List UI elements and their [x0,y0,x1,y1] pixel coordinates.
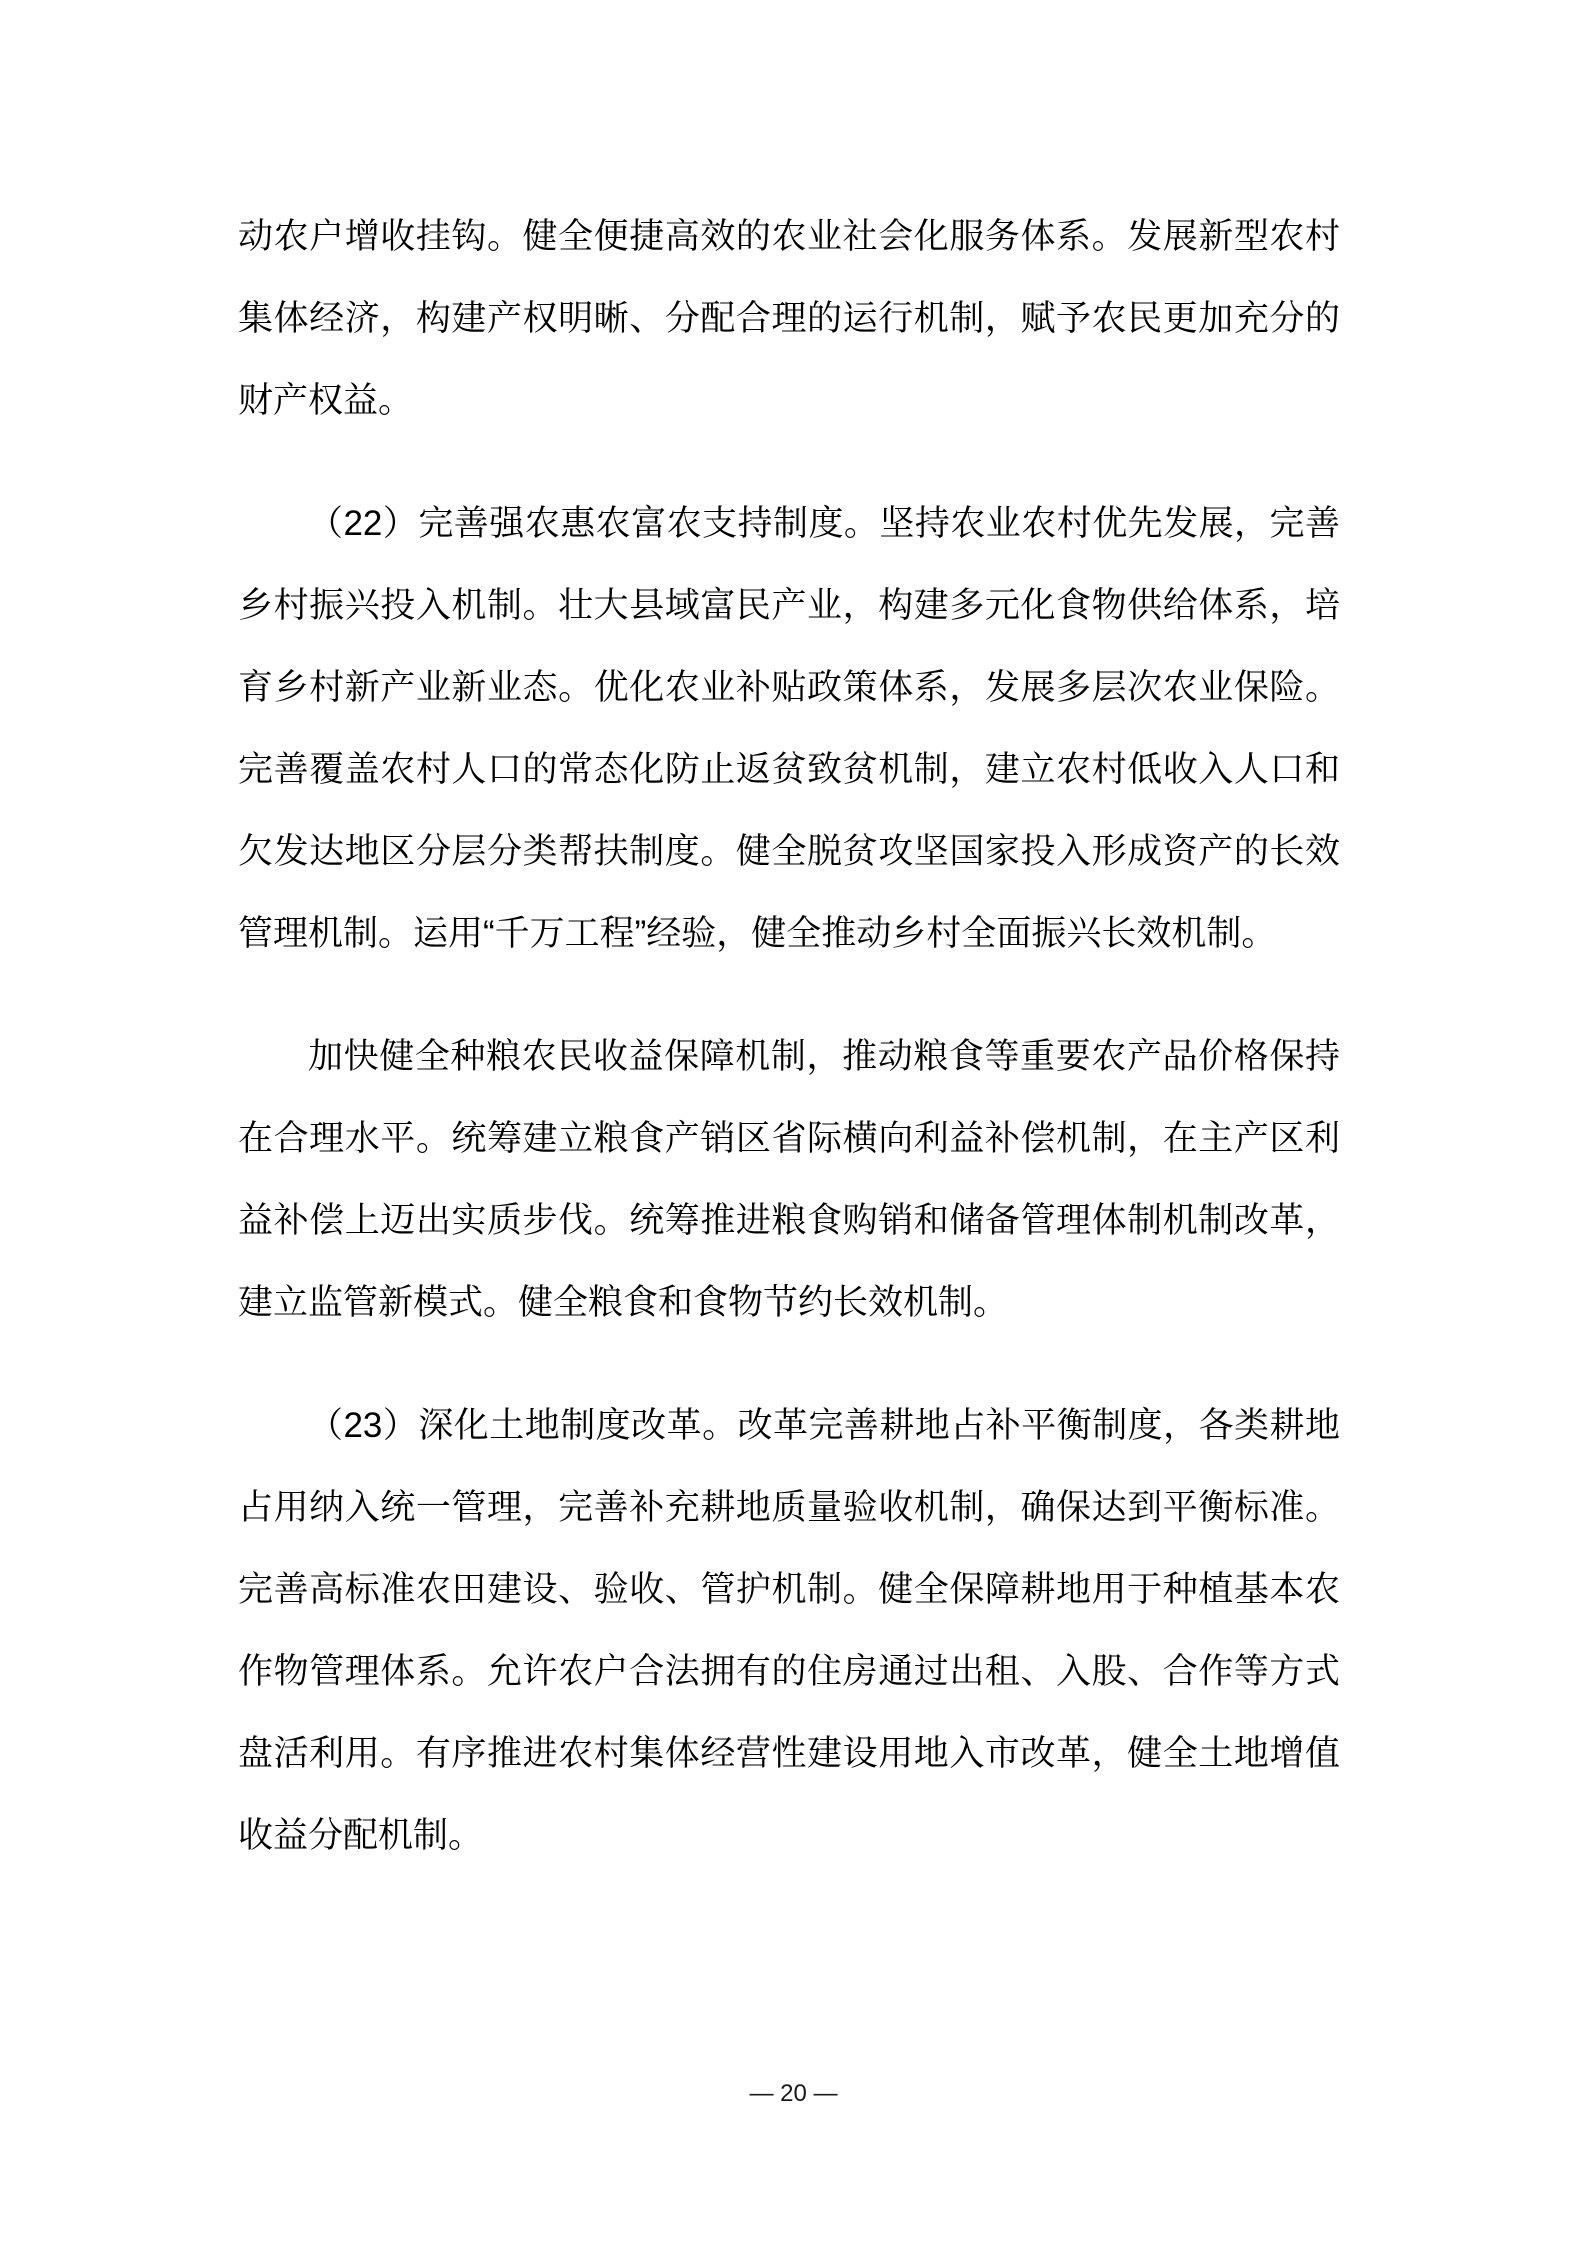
document-body [238,196,1340,1877]
text-line: 完善覆盖农村人口的常态化防止返贫致贫机制，建立农村低收入人口和 [238,750,1340,789]
page-number: — 20 — [749,2080,838,2107]
text-line: 收益分配机制。 [238,1816,484,1855]
text-line: （22）完善强农惠农富农支持制度。坚持农业农村优先发展，完善 [308,504,1340,543]
text-line: （23）深化土地制度改革。改革完善耕地占补平衡制度，各类耕地 [308,1406,1340,1445]
text-line: 管理机制。运用“千万工程”经验，健全推动乡村全面振兴长效机制。 [238,914,1277,953]
text-line: 在合理水平。统筹建立粮食产销区省际横向利益补偿机制，在主产区利 [238,1119,1340,1158]
text-line: 动农户增收挂钩。健全便捷高效的农业社会化服务体系。发展新型农村 [238,217,1340,256]
text-line: 欠发达地区分层分类帮扶制度。健全脱贫攻坚国家投入形成资产的长效 [238,832,1340,871]
paragraph [238,196,1340,442]
text-line: 盘活利用。有序推进农村集体经营性建设用地入市改革，健全土地增值 [238,1734,1340,1773]
text-line: 集体经济，构建产权明晰、分配合理的运行机制，赋予农民更加充分的 [238,299,1340,338]
text-line: 占用纳入统一管理，完善补充耕地质量验收机制，确保达到平衡标准。 [238,1488,1340,1527]
text-line: 建立监管新模式。健全粮食和食物节约长效机制。 [238,1283,1009,1322]
text-line: 完善高标准农田建设、验收、管护机制。健全保障耕地用于种植基本农 [238,1570,1340,1609]
paragraph [238,483,1340,975]
text-line: 财产权益。 [238,381,414,420]
paragraph [238,1385,1340,1877]
text-line: 作物管理体系。允许农户合法拥有的住房通过出租、入股、合作等方式 [238,1652,1340,1691]
text-line: 育乡村新产业新业态。优化农业补贴政策体系，发展多层次农业保险。 [238,668,1340,707]
paragraph [238,1016,1340,1344]
text-line: 益补偿上迈出实质步伐。统筹推进粮食购销和储备管理体制机制改革， [238,1201,1340,1240]
text-line: 加快健全种粮农民收益保障机制，推动粮食等重要农产品价格保持 [308,1037,1340,1076]
text-line: 乡村振兴投入机制。壮大县域富民产业，构建多元化食物供给体系，培 [238,586,1340,625]
